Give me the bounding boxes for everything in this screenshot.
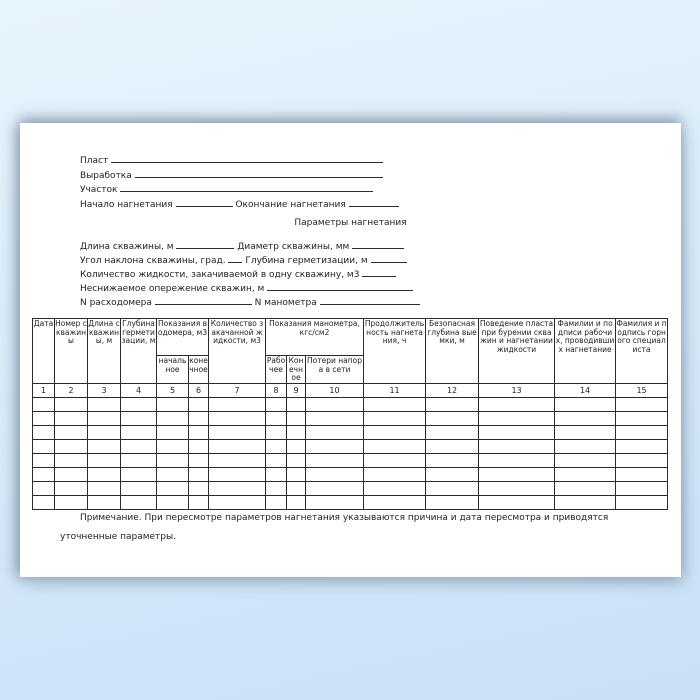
table-cell: [616, 453, 668, 467]
column-number: 8: [266, 383, 287, 397]
table-cell: [479, 411, 555, 425]
table-cell: [266, 467, 287, 481]
param-glubina-label: Глубина герметизации, м: [245, 256, 368, 266]
param-diametr-label: Диаметр скважины, мм: [237, 242, 350, 252]
field-nachalo-label: Начало нагнетания: [80, 199, 173, 210]
field-nachalo-blank-line: [176, 198, 233, 207]
table-cell: [88, 481, 121, 495]
column-number: 5: [157, 383, 189, 397]
field-nachalo-okonchanie: [80, 198, 399, 213]
table-row: [33, 439, 668, 453]
table-cell: [479, 481, 555, 495]
param-kolichestvo-label: Количество жидкости, закачиваемой в одну скважину, м3: [80, 270, 360, 280]
table-cell: [189, 411, 209, 425]
table-cell: [364, 453, 426, 467]
table-cell: [33, 481, 55, 495]
table-cell: [555, 439, 616, 453]
table-cell: [364, 411, 426, 425]
table-cell: [616, 425, 668, 439]
param-line-kolichestvo: [80, 268, 420, 282]
table-cell: [55, 495, 88, 509]
table-cell: [287, 467, 306, 481]
table-cell: [306, 397, 364, 411]
section-title: Параметры нагнетания: [294, 218, 407, 228]
table-cell: [121, 439, 157, 453]
column-number: 3: [88, 383, 121, 397]
table-cell: [306, 425, 364, 439]
table-cell: [616, 495, 668, 509]
table-cell: [287, 397, 306, 411]
header-pressure-working: Рабочее: [266, 356, 287, 384]
table-cell: [555, 411, 616, 425]
table-cell: [479, 453, 555, 467]
param-line-dlina-diametr: [80, 240, 420, 254]
column-number: 12: [426, 383, 479, 397]
header-specialist-signature: Фамилия и подпись горного специалиста: [616, 319, 668, 384]
header-well-length: Длина скважины, м: [88, 319, 121, 384]
table-cell: [287, 481, 306, 495]
table-row: [33, 495, 668, 509]
field-vyrabotka: [80, 169, 399, 184]
header-manometer-group: Показания манометра, кгс/см2: [266, 319, 364, 356]
table-cell: [189, 495, 209, 509]
param-dlina-label: Длина скважины, м: [80, 242, 174, 252]
table-cell: [55, 411, 88, 425]
table-cell: [287, 439, 306, 453]
table-cell: [209, 397, 266, 411]
column-number: 7: [209, 383, 266, 397]
table-cell: [209, 467, 266, 481]
table-cell: [121, 467, 157, 481]
param-operezhenie-blank-line: [267, 282, 413, 291]
table-cell: [555, 481, 616, 495]
table-cell: [287, 425, 306, 439]
table-row: [33, 453, 668, 467]
table-cell: [364, 397, 426, 411]
table-cell: [33, 453, 55, 467]
table-cell: [189, 453, 209, 467]
param-rashodomer-label: N расходомера: [80, 298, 152, 308]
table-cell: [426, 495, 479, 509]
header-pressure-final: Конечное: [287, 356, 306, 384]
table-cell: [88, 425, 121, 439]
top-fields-block: [80, 154, 399, 212]
table-container: [32, 318, 668, 510]
table-cell: [266, 439, 287, 453]
table-cell: [88, 397, 121, 411]
param-glubina-blank-line: [371, 254, 407, 263]
table-cell: [55, 397, 88, 411]
table-cell: [209, 439, 266, 453]
table-cell: [266, 397, 287, 411]
table-cell: [266, 411, 287, 425]
header-pressure-losses: Потери напора в сети: [306, 356, 364, 384]
field-vyrabotka-label: Выработка: [80, 170, 132, 181]
table-cell: [479, 439, 555, 453]
column-number: 10: [306, 383, 364, 397]
field-okonchanie-label: Окончание нагнетания: [235, 199, 346, 210]
table-cell: [157, 411, 189, 425]
table-row: [33, 397, 668, 411]
table-cell: [266, 481, 287, 495]
table-cell: [157, 425, 189, 439]
table-cell: [121, 481, 157, 495]
table-cell: [364, 425, 426, 439]
table-cell: [55, 425, 88, 439]
table-cell: [306, 495, 364, 509]
header-sealing-depth: Глубина герметизации, м: [121, 319, 157, 384]
header-well-number: Номер скважины: [55, 319, 88, 384]
table-cell: [426, 397, 479, 411]
table-cell: [121, 495, 157, 509]
table-cell: [364, 439, 426, 453]
param-kolichestvo-blank-line: [362, 268, 396, 277]
table-cell: [287, 453, 306, 467]
table-cell: [33, 467, 55, 481]
table-cell: [121, 397, 157, 411]
table-cell: [306, 481, 364, 495]
table-cell: [266, 425, 287, 439]
table-cell: [479, 425, 555, 439]
table-cell: [33, 425, 55, 439]
table-cell: [555, 425, 616, 439]
table-cell: [209, 425, 266, 439]
table-cell: [426, 481, 479, 495]
table-cell: [287, 411, 306, 425]
table-row: [33, 425, 668, 439]
table-cell: [479, 467, 555, 481]
param-manometr-label: N манометра: [254, 298, 317, 308]
table-cell: [33, 411, 55, 425]
column-number: 13: [479, 383, 555, 397]
footnote: Примечание. При пересмотре параметров нагнетания указываются причина и дата пересмотра и приводятся уточненные параметры.: [60, 513, 609, 542]
param-diametr-blank-line: [352, 240, 404, 249]
header-date: Дата: [33, 319, 55, 384]
table-cell: [88, 467, 121, 481]
table-row: [33, 481, 668, 495]
param-rashodomer-blank-line: [155, 296, 252, 305]
table-cell: [616, 411, 668, 425]
table-cell: [189, 439, 209, 453]
injection-parameters-table: [32, 318, 668, 510]
column-number: 9: [287, 383, 306, 397]
table-cell: [189, 481, 209, 495]
table-cell: [157, 467, 189, 481]
table-cell: [306, 439, 364, 453]
table-cell: [209, 453, 266, 467]
field-plast-label: Пласт: [80, 156, 109, 166]
table-cell: [88, 411, 121, 425]
column-number: 6: [189, 383, 209, 397]
table-cell: [157, 439, 189, 453]
table-cell: [426, 453, 479, 467]
table-cell: [364, 481, 426, 495]
table-cell: [121, 411, 157, 425]
column-number: 15: [616, 383, 668, 397]
header-water-meter-group: Показания водомера, м3: [157, 319, 209, 356]
table-cell: [55, 481, 88, 495]
table-cell: [479, 397, 555, 411]
table-cell: [287, 495, 306, 509]
table-cell: [55, 467, 88, 481]
table-cell: [33, 495, 55, 509]
table-cell: [55, 439, 88, 453]
table-cell: [88, 495, 121, 509]
table-cell: [555, 397, 616, 411]
table-cell: [189, 425, 209, 439]
header-layer-behavior: Поведение пласта при бурении скважин и нагнетании жидкости: [479, 319, 555, 384]
table-cell: [555, 467, 616, 481]
table-row: [33, 411, 668, 425]
table-cell: [364, 467, 426, 481]
field-vyrabotka-blank-line: [135, 169, 383, 178]
field-plast: [80, 154, 399, 169]
table-cell: [616, 439, 668, 453]
param-dlina-blank-line: [176, 240, 234, 249]
table-cell: [209, 411, 266, 425]
param-line-ugol-glubina: [80, 254, 420, 268]
table-cell: [555, 453, 616, 467]
header-liquid-amount: Количество закачанной жидкости, м3: [209, 319, 266, 384]
table-cell: [426, 467, 479, 481]
table-cell: [306, 411, 364, 425]
table-cell: [479, 495, 555, 509]
table-cell: [364, 495, 426, 509]
column-number: 14: [555, 383, 616, 397]
table-header: [33, 319, 668, 398]
table-body: [33, 397, 668, 509]
table-cell: [266, 453, 287, 467]
header-meter-initial: начальное: [157, 356, 189, 384]
table-cell: [55, 453, 88, 467]
header-row-numbers: [33, 383, 668, 397]
column-number: 1: [33, 383, 55, 397]
header-workers-signatures: Фамилии и подписи рабочих, проводивших нагнетание: [555, 319, 616, 384]
table-cell: [616, 397, 668, 411]
field-uchastok-label: Участок: [80, 185, 118, 195]
column-number: 11: [364, 383, 426, 397]
column-number: 4: [121, 383, 157, 397]
column-number: 2: [55, 383, 88, 397]
table-cell: [157, 453, 189, 467]
table-row: [33, 467, 668, 481]
param-line-meters: [80, 296, 420, 310]
table-cell: [33, 397, 55, 411]
field-uchastok-blank-line: [120, 183, 373, 192]
table-cell: [209, 481, 266, 495]
table-cell: [88, 453, 121, 467]
header-duration: Продолжительность нагнетания, ч: [364, 319, 426, 384]
table-cell: [121, 425, 157, 439]
table-cell: [88, 439, 121, 453]
param-line-operezhenie: [80, 282, 420, 296]
table-cell: [555, 495, 616, 509]
param-operezhenie-label: Неснижаемое опережение скважин, м: [80, 284, 265, 294]
table-cell: [209, 495, 266, 509]
table-cell: [306, 453, 364, 467]
header-safe-depth: Безопасная глубина выемки, м: [426, 319, 479, 384]
table-cell: [306, 467, 364, 481]
table-cell: [426, 411, 479, 425]
parameters-block: [80, 240, 420, 310]
table-cell: [266, 495, 287, 509]
table-cell: [33, 439, 55, 453]
table-cell: [157, 495, 189, 509]
header-meter-final: конечное: [189, 356, 209, 384]
table-cell: [189, 397, 209, 411]
table-cell: [616, 467, 668, 481]
param-ugol-label: Угол наклона скважины, град.: [80, 256, 226, 266]
table-cell: [157, 397, 189, 411]
document-page: [20, 123, 681, 577]
table-cell: [189, 467, 209, 481]
header-row-main: [33, 319, 668, 356]
table-cell: [616, 481, 668, 495]
table-cell: [426, 425, 479, 439]
param-manometr-blank-line: [320, 296, 420, 305]
param-ugol-blank-line: [228, 254, 242, 263]
field-uchastok: [80, 183, 399, 198]
table-cell: [121, 453, 157, 467]
field-okonchanie-blank-line: [349, 198, 399, 207]
field-plast-blank-line: [111, 154, 383, 163]
table-cell: [426, 439, 479, 453]
table-cell: [157, 481, 189, 495]
